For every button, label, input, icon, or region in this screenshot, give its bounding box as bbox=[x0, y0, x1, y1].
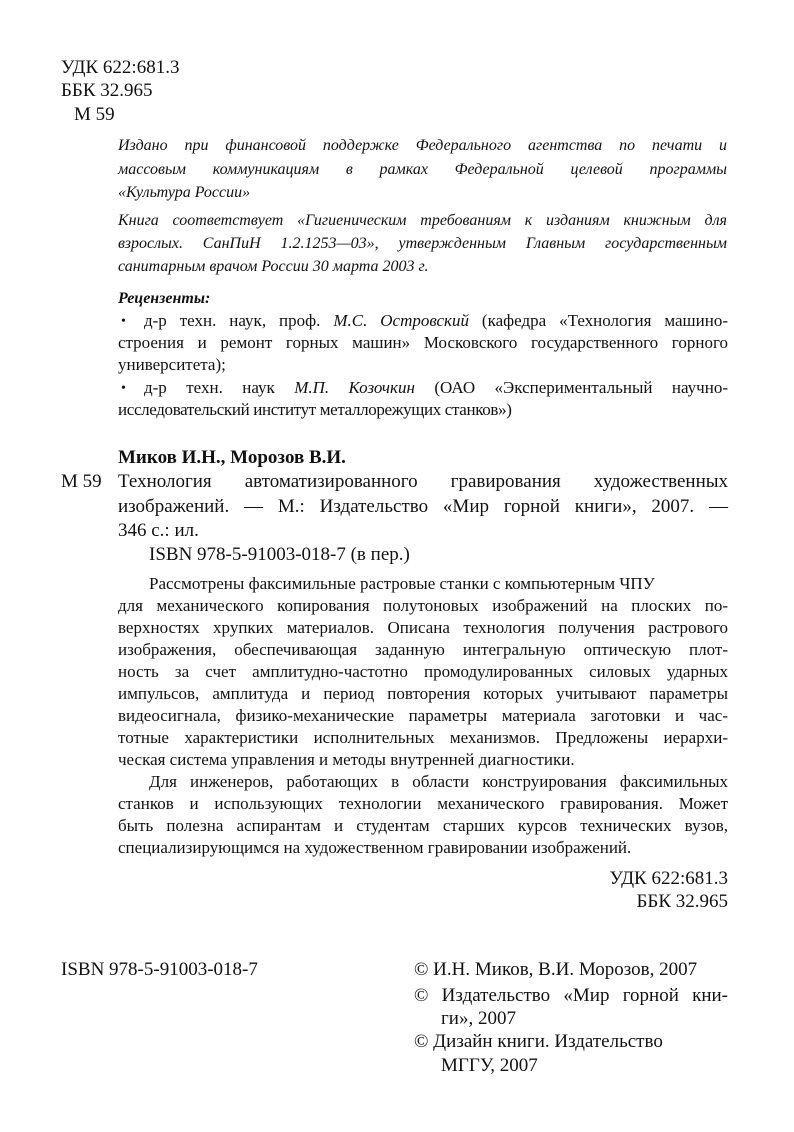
reviewer-2-post: (ОАО «Экспериментальный научно- bbox=[414, 378, 728, 397]
reviewer-1-line3: университета); bbox=[118, 355, 226, 374]
reviewer-1-line2: строения и ремонт горных машин» Московского государственного горного bbox=[118, 333, 728, 352]
funding-notice-line: «Культура России» bbox=[118, 184, 251, 201]
abstract-line: Для инженеров, работающих в области конструирования факсимильных bbox=[149, 772, 728, 791]
catalog-title-line: Технология автоматизированного гравирования художественных bbox=[118, 471, 728, 492]
abstract-line: специализирующимся на художественном гравировании изображений. bbox=[118, 838, 632, 857]
reviewer-2-pre: д-р техн. наук bbox=[144, 378, 295, 397]
footer-bbk: ББК 32.965 bbox=[636, 891, 728, 912]
reviewer-1-post: (кафедра «Технология машино- bbox=[469, 311, 728, 330]
catalog-title-line: 346 с.: ил. bbox=[118, 520, 199, 541]
reviewer-2-line2: исследовательский институт металлорежущих станков») bbox=[118, 400, 512, 419]
reviewer-2-line1 bbox=[144, 377, 728, 399]
catalog-authors: Миков И.Н., Морозов В.И. bbox=[118, 447, 346, 468]
abstract-line: ческая система управления и методы внутренней диагностики. bbox=[118, 750, 575, 769]
bullet-icon: • bbox=[121, 381, 126, 396]
abstract-line: станков и использующих технологии механического гравирования. Может bbox=[118, 794, 728, 813]
reviewer-1-pre: д-р техн. наук, проф. bbox=[144, 311, 334, 330]
abstract-line: изображения, обеспечивающая заданную интегральную оптическую плот- bbox=[118, 640, 728, 659]
copyright-authors: © И.Н. Миков, В.И. Морозов, 2007 bbox=[414, 959, 698, 980]
abstract-line: ность за счет амплитудно-частотно промодулированных силовых ударных bbox=[118, 662, 728, 681]
hygiene-notice-line: Книга соответствует «Гигиеническим требованиям к изданиям книжным для bbox=[118, 212, 727, 229]
header-bbk: ББК 32.965 bbox=[61, 80, 153, 101]
header-author-mark: М 59 bbox=[74, 104, 115, 125]
catalog-mark: М 59 bbox=[61, 471, 102, 492]
footer-udk: УДК 622:681.3 bbox=[609, 868, 728, 889]
copyright-design-cont: МГГУ, 2007 bbox=[441, 1055, 538, 1076]
reviewer-1-name: М.С. Островский bbox=[333, 311, 469, 330]
copyright-publisher: © Издательство «Мир горной кни- bbox=[414, 985, 728, 1006]
copyright-publisher-cont: ги», 2007 bbox=[441, 1008, 516, 1029]
funding-notice-line: массовым коммуникациям в рамках Федеральной целевой программы bbox=[118, 161, 727, 178]
abstract-line: быть полезна аспирантам и студентам старших курсов технических вузов, bbox=[118, 816, 728, 835]
abstract-line: верхностях хрупких материалов. Описана технология получения растрового bbox=[118, 618, 728, 637]
reviewers-heading: Рецензенты: bbox=[118, 290, 211, 307]
catalog-title-line: изображений. — М.: Издательство «Мир горной книги», 2007. — bbox=[118, 496, 728, 517]
funding-notice-line: Издано при финансовой поддержке Федерального агентства по печати и bbox=[118, 137, 727, 154]
isbn: ISBN 978-5-91003-018-7 bbox=[61, 959, 258, 980]
hygiene-notice-line: санитарным врачом России 30 марта 2003 г. bbox=[118, 258, 429, 275]
catalog-isbn: ISBN 978-5-91003-018-7 (в пер.) bbox=[149, 544, 410, 565]
header-udk: УДК 622:681.3 bbox=[61, 57, 180, 78]
abstract-line: тотные характеристики исполнительных механизмов. Предложены иерархи- bbox=[118, 728, 728, 747]
hygiene-notice-line: взрослых. СанПиН 1.2.1253—03», утвержденным Главным государственным bbox=[118, 235, 727, 252]
abstract-line: импульсов, амплитуда и период повторения которых учитывают параметры bbox=[118, 684, 728, 703]
copyright-design: © Дизайн книги. Издательство bbox=[414, 1031, 663, 1052]
abstract-line: Рассмотрены факсимильные растровые станки с компьютерным ЧПУ bbox=[149, 574, 655, 593]
reviewer-1-line1 bbox=[144, 310, 728, 332]
abstract-line: для механического копирования полутоновых изображений на плоских по- bbox=[118, 596, 728, 615]
abstract-line: видеосигнала, физико-механические параметры материала заготовки и час- bbox=[118, 706, 728, 725]
reviewer-2-name: М.П. Козочкин bbox=[294, 378, 415, 397]
bullet-icon: • bbox=[121, 314, 126, 329]
